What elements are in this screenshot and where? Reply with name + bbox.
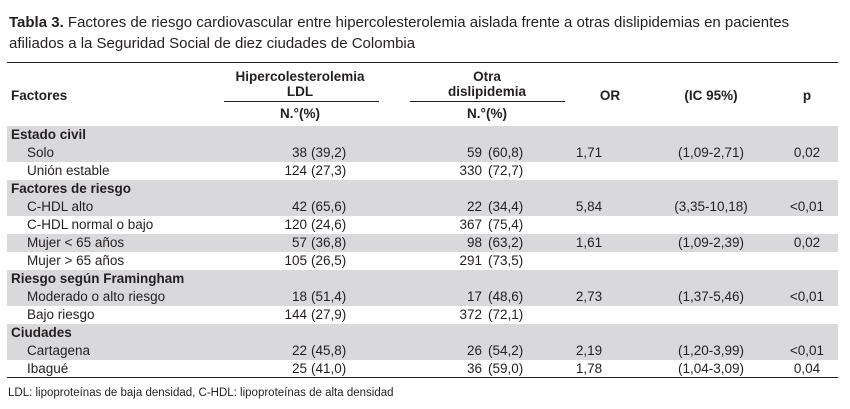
table-row bbox=[7, 342, 838, 360]
row-label: Unión estable bbox=[27, 163, 110, 178]
row-label: Solo bbox=[27, 145, 55, 160]
row-label: Mujer > 65 años bbox=[27, 253, 125, 268]
p-value: <0,01 bbox=[789, 343, 825, 358]
ldl-percent: (39,2) bbox=[311, 145, 347, 160]
p-value: <0,01 bbox=[789, 199, 825, 214]
other-count: 330 bbox=[459, 163, 482, 178]
table-row bbox=[7, 198, 838, 216]
other-percent: (72,1) bbox=[488, 307, 524, 322]
p-value: 0,02 bbox=[793, 145, 821, 160]
odds-ratio: 1,78 bbox=[575, 361, 603, 376]
ldl-percent: (36,8) bbox=[311, 235, 347, 250]
ldl-percent: (51,4) bbox=[311, 289, 347, 304]
header-or: OR bbox=[599, 88, 621, 103]
other-count: 17 bbox=[466, 289, 482, 304]
data-table bbox=[7, 62, 838, 378]
table-row bbox=[7, 216, 838, 234]
ldl-count: 124 bbox=[284, 163, 307, 178]
section-header-row bbox=[7, 324, 838, 342]
p-value: 0,02 bbox=[793, 235, 821, 250]
row-label: Ibagué bbox=[27, 361, 69, 376]
other-count: 59 bbox=[466, 145, 482, 160]
ldl-count: 38 bbox=[291, 145, 307, 160]
odds-ratio: 1,61 bbox=[575, 235, 603, 250]
section-title: Estado civil bbox=[11, 127, 87, 142]
section-title: Factores de riesgo bbox=[11, 181, 132, 196]
ldl-count: 18 bbox=[291, 289, 307, 304]
odds-ratio: 2,73 bbox=[575, 289, 603, 304]
section-header-row bbox=[7, 126, 838, 144]
other-percent: (34,4) bbox=[488, 199, 524, 214]
ldl-count: 120 bbox=[284, 217, 307, 232]
row-label: Mujer < 65 años bbox=[27, 235, 125, 250]
ldl-count: 144 bbox=[284, 307, 307, 322]
other-percent: (54,2) bbox=[488, 343, 524, 358]
confidence-interval: (3,35-10,18) bbox=[674, 199, 748, 214]
ldl-count: 42 bbox=[291, 199, 307, 214]
header-group2-line1: Otra bbox=[473, 69, 501, 84]
other-count: 98 bbox=[466, 235, 482, 250]
ldl-count: 57 bbox=[291, 235, 307, 250]
row-label: Cartagena bbox=[27, 343, 91, 358]
other-percent: (75,4) bbox=[488, 217, 524, 232]
p-value: 0,04 bbox=[793, 361, 821, 376]
header-group2-line2: dislipidemia bbox=[447, 84, 527, 99]
header-sub2: N.°(%) bbox=[467, 106, 507, 121]
table-row bbox=[7, 306, 838, 324]
header-sub1: N.°(%) bbox=[280, 106, 320, 121]
other-count: 367 bbox=[459, 217, 482, 232]
header-p: p bbox=[802, 88, 812, 103]
other-percent: (73,5) bbox=[488, 253, 524, 268]
row-label: Bajo riesgo bbox=[27, 307, 95, 322]
ldl-count: 25 bbox=[291, 361, 307, 376]
header-ic: (IC 95%) bbox=[684, 88, 738, 103]
table-footnote: LDL: lipoproteínas de baja densidad, C-HDL: lipoproteínas de alta densidad bbox=[8, 387, 394, 399]
p-value: <0,01 bbox=[789, 289, 825, 304]
other-count: 36 bbox=[466, 361, 482, 376]
table-row bbox=[7, 360, 838, 378]
confidence-interval: (1,09-2,71) bbox=[677, 145, 745, 160]
ldl-percent: (41,0) bbox=[311, 361, 347, 376]
ldl-percent: (27,9) bbox=[311, 307, 347, 322]
table-row bbox=[7, 144, 838, 162]
other-count: 22 bbox=[466, 199, 482, 214]
section-header-row bbox=[7, 180, 838, 198]
header-group1-rule bbox=[224, 101, 379, 102]
table-row bbox=[7, 162, 838, 180]
header-factores: Factores bbox=[11, 88, 68, 103]
other-percent: (59,0) bbox=[488, 361, 524, 376]
ldl-percent: (24,6) bbox=[311, 217, 347, 232]
ldl-percent: (65,6) bbox=[311, 199, 347, 214]
header-group1-line2: LDL bbox=[286, 84, 314, 99]
odds-ratio: 2,19 bbox=[575, 343, 603, 358]
other-count: 291 bbox=[459, 253, 482, 268]
table-header bbox=[7, 63, 838, 127]
odds-ratio: 5,84 bbox=[575, 199, 603, 214]
header-group2-rule bbox=[410, 101, 565, 102]
other-count: 372 bbox=[459, 307, 482, 322]
other-percent: (60,8) bbox=[488, 145, 524, 160]
other-count: 26 bbox=[466, 343, 482, 358]
other-percent: (72,7) bbox=[488, 163, 524, 178]
row-label: C-HDL alto bbox=[27, 199, 94, 214]
table-row bbox=[7, 288, 838, 306]
ldl-percent: (27,3) bbox=[311, 163, 347, 178]
caption-lead: Tabla 3. bbox=[9, 14, 64, 31]
confidence-interval: (1,09-2,39) bbox=[677, 235, 745, 250]
other-percent: (63,2) bbox=[488, 235, 524, 250]
table-row bbox=[7, 252, 838, 270]
section-header-row bbox=[7, 270, 838, 288]
table-caption bbox=[9, 12, 841, 54]
ldl-percent: (45,8) bbox=[311, 343, 347, 358]
confidence-interval: (1,37-5,46) bbox=[677, 289, 745, 304]
row-label: Moderado o alto riesgo bbox=[27, 289, 166, 304]
caption-text: Factores de riesgo cardiovascular entre hipercolesterolemia aislada frente a otras dislipidemias en pacientes afiliados a la Seguridad Social de diez ciudades de Colombia bbox=[9, 14, 790, 52]
ldl-count: 22 bbox=[291, 343, 307, 358]
header-group1-line1: Hipercolesterolemia bbox=[235, 69, 365, 84]
row-label: C-HDL normal o bajo bbox=[27, 217, 154, 232]
ldl-count: 105 bbox=[284, 253, 307, 268]
section-title: Riesgo según Framingham bbox=[11, 271, 185, 286]
ldl-percent: (26,5) bbox=[311, 253, 347, 268]
table-row bbox=[7, 234, 838, 252]
other-percent: (48,6) bbox=[488, 289, 524, 304]
confidence-interval: (1,04-3,09) bbox=[677, 361, 745, 376]
odds-ratio: 1,71 bbox=[575, 145, 603, 160]
section-title: Ciudades bbox=[11, 325, 72, 340]
confidence-interval: (1,20-3,99) bbox=[677, 343, 745, 358]
